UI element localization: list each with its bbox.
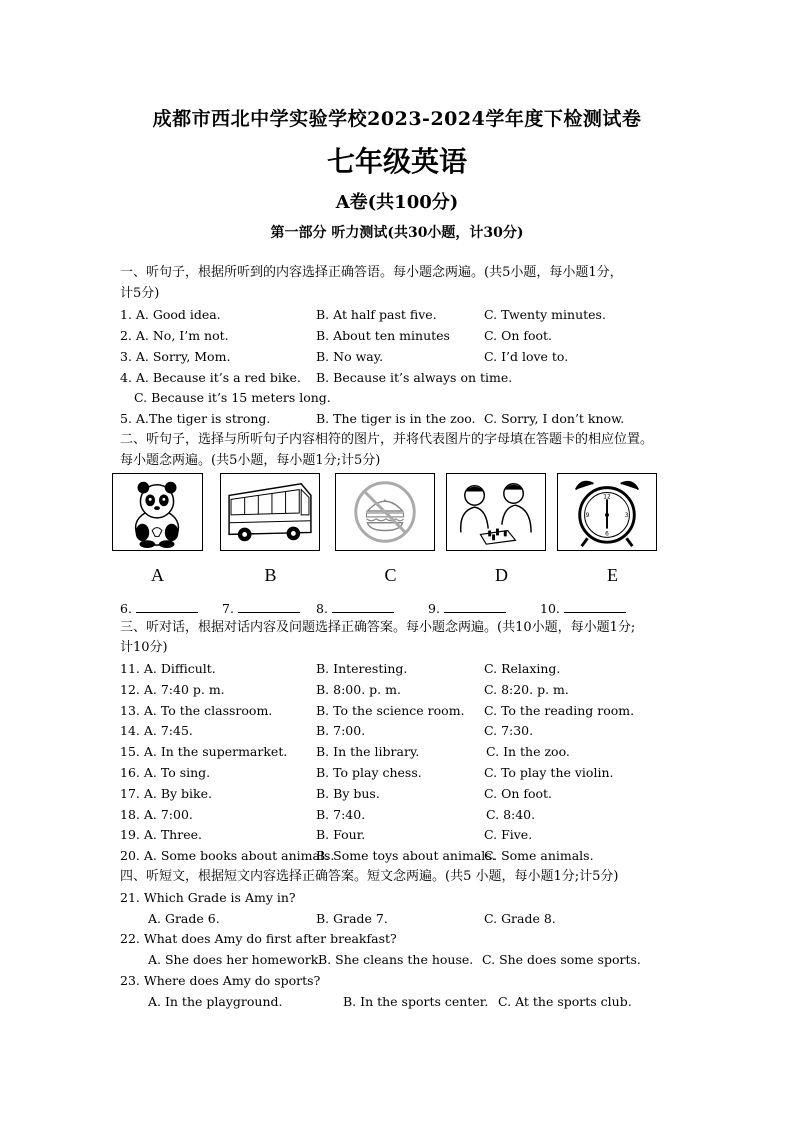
q2-option-a: 2. A. No, I’m not.: [120, 328, 229, 343]
answer-blank-7[interactable]: [222, 600, 300, 617]
q11-option-c: C. Relaxing.: [484, 661, 561, 676]
q22-option-c: C. She does some sports.: [482, 952, 641, 967]
q18-option-c: C. 8:40.: [486, 807, 536, 822]
picture-a: [112, 473, 203, 551]
picture-e: [557, 473, 657, 551]
svg-text:3: 3: [624, 512, 629, 519]
section-4-heading: 四、听短文，根据短文内容选择正确答案。短文念两遍。(共5 小题，每小题1分;计5分): [120, 869, 619, 884]
part-title: 第一部分 听力测试(共30小题，计30分): [270, 225, 524, 241]
q11-option-a: 11. A. Difficult.: [120, 661, 216, 676]
q15-option-c: C. In the zoo.: [486, 744, 570, 759]
q23-option-a: A. In the playground.: [148, 994, 283, 1009]
volume-title: A卷(共100分): [335, 192, 459, 213]
svg-text:9: 9: [585, 512, 590, 519]
q13-option-c: C. To the reading room.: [484, 703, 635, 718]
q13-option-b: B. To the science room.: [316, 703, 465, 718]
picture-d: [446, 473, 546, 551]
q1-option-c: C. Twenty minutes.: [484, 307, 606, 322]
picture-b: [220, 473, 320, 551]
section-2-heading: 二、听句子，选择与所听句子内容相符的图片，并将代表图片的字母填在答题卡的相应位置。: [120, 432, 654, 447]
q16-option-a: 16. A. To sing.: [120, 765, 211, 780]
q4-option-b: B. Because it’s always on time.: [316, 370, 513, 385]
q11-option-b: B. Interesting.: [316, 661, 408, 676]
answer-blank-9[interactable]: [428, 600, 506, 617]
q5-option-c: C. Sorry, I don’t know.: [484, 411, 625, 426]
q18-option-b: B. 7:40.: [316, 807, 366, 822]
q20-option-b: B. Some toys about animals.: [316, 848, 496, 863]
school-title: 成都市西北中学实验学校2023-2024学年度下检测试卷: [152, 108, 642, 130]
q22-option-a: A. She does her homework.: [148, 952, 323, 967]
q12-option-c: C. 8:20. p. m.: [484, 682, 569, 697]
q17-option-b: B. By bus.: [316, 786, 380, 801]
svg-text:12: 12: [603, 494, 611, 501]
q21-option-a: A. Grade 6.: [148, 911, 220, 926]
q19-option-c: C. Five.: [484, 827, 533, 842]
q14-option-c: C. 7:30.: [484, 723, 534, 738]
answer-blank-10[interactable]: [540, 600, 626, 617]
picture-d-letter: D: [495, 565, 508, 585]
q15-option-b: B. In the library.: [316, 744, 420, 759]
section-2-heading-cont: 每小题念两遍。(共5小题，每小题1分;计5分): [120, 453, 381, 468]
q2-option-c: C. On foot.: [484, 328, 553, 343]
q22-stem: 22. What does Amy do first after breakfast?: [120, 931, 397, 946]
q4-option-c: C. Because it’s 15 meters long.: [134, 390, 331, 405]
q15-option-a: 15. A. In the supermarket.: [120, 744, 288, 759]
picture-e-letter: E: [607, 565, 618, 585]
q17-option-a: 17. A. By bike.: [120, 786, 212, 801]
q12-option-a: 12. A. 7:40 p. m.: [120, 682, 225, 697]
q5-option-a: 5. A.The tiger is strong.: [120, 411, 271, 426]
chess-players-icon: [447, 474, 545, 550]
panda-icon: [113, 474, 202, 550]
q2-option-b: B. About ten minutes: [316, 328, 450, 343]
section-1-heading: 一、听句子，根据所听到的内容选择正确答语。每小题念两遍。(共5小题，每小题1分，: [120, 265, 623, 280]
section-3-heading: 三、听对话，根据对话内容及问题选择正确答案。每小题念两遍。(共10小题，每小题1分;: [120, 620, 636, 635]
alarm-clock-icon: [558, 474, 656, 550]
q16-option-c: C. To play the violin.: [484, 765, 614, 780]
q23-option-c: C. At the sports club.: [498, 994, 632, 1009]
picture-b-letter: B: [264, 565, 277, 585]
answer-blank-6[interactable]: [120, 600, 198, 617]
picture-c: [335, 473, 435, 551]
section-3-heading-cont: 计10分): [120, 640, 168, 655]
q12-option-b: B. 8:00. p. m.: [316, 682, 401, 697]
q5-option-b: B. The tiger is in the zoo.: [316, 411, 476, 426]
picture-a-letter: A: [151, 565, 164, 585]
answer-blank-8[interactable]: [316, 600, 394, 617]
q19-option-a: 19. A. Three.: [120, 827, 202, 842]
answer-blank-label: 8.: [316, 601, 328, 616]
q16-option-b: B. To play chess.: [316, 765, 422, 780]
q21-option-b: B. Grade 7.: [316, 911, 388, 926]
answer-blank-label: 9.: [428, 601, 440, 616]
q14-option-b: B. 7:00.: [316, 723, 366, 738]
picture-c-letter: C: [384, 565, 397, 585]
no-burger-icon: [336, 474, 434, 550]
q13-option-a: 13. A. To the classroom.: [120, 703, 273, 718]
answer-blank-label: 6.: [120, 601, 132, 616]
q4-option-a: 4. A. Because it’s a red bike.: [120, 370, 301, 385]
q17-option-c: C. On foot.: [484, 786, 553, 801]
q18-option-a: 18. A. 7:00.: [120, 807, 193, 822]
q1-option-a: 1. A. Good idea.: [120, 307, 221, 322]
q3-option-c: C. I’d love to.: [484, 349, 569, 364]
q21-stem: 21. Which Grade is Amy in?: [120, 890, 296, 905]
subject-title: 七年级英语: [326, 145, 467, 178]
q20-option-a: 20. A. Some books about animals.: [120, 848, 335, 863]
q19-option-b: B. Four.: [316, 827, 366, 842]
svg-text:6: 6: [605, 531, 609, 538]
q23-stem: 23. Where does Amy do sports?: [120, 973, 321, 988]
q14-option-a: 14. A. 7:45.: [120, 723, 193, 738]
q20-option-c: C. Some animals.: [484, 848, 594, 863]
q1-option-b: B. At half past five.: [316, 307, 437, 322]
q23-option-b: B. In the sports center.: [343, 994, 489, 1009]
q21-option-c: C. Grade 8.: [484, 911, 556, 926]
bus-icon: [221, 474, 319, 550]
section-1-heading-cont: 计5分): [120, 286, 160, 301]
answer-blank-label: 10.: [540, 601, 560, 616]
answer-blank-label: 7.: [222, 601, 234, 616]
q3-option-b: B. No way.: [316, 349, 384, 364]
q3-option-a: 3. A. Sorry, Mom.: [120, 349, 231, 364]
q22-option-b: B. She cleans the house.: [318, 952, 474, 967]
